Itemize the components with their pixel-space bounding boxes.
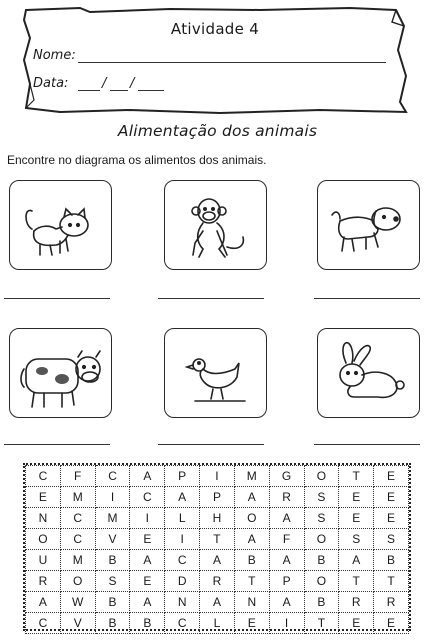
grid-cell[interactable]: T <box>374 571 409 592</box>
grid-cell[interactable]: E <box>374 487 409 508</box>
grid-cell[interactable]: I <box>130 508 165 529</box>
grid-cell[interactable]: A <box>269 550 304 571</box>
grid-cell[interactable]: C <box>130 487 165 508</box>
grid-cell[interactable]: T <box>304 613 339 634</box>
grid-cell[interactable]: N <box>26 508 61 529</box>
grid-cell[interactable]: O <box>304 466 339 487</box>
name-label: Nome: <box>33 48 76 63</box>
grid-cell[interactable]: M <box>60 550 95 571</box>
grid-cell[interactable]: E <box>374 613 409 634</box>
grid-cell[interactable]: A <box>339 550 374 571</box>
grid-cell[interactable]: E <box>339 508 374 529</box>
grid-cell[interactable]: C <box>60 508 95 529</box>
grid-cell[interactable]: F <box>60 466 95 487</box>
grid-cell[interactable]: N <box>234 592 269 613</box>
grid-cell[interactable]: B <box>374 550 409 571</box>
grid-cell[interactable]: F <box>269 529 304 550</box>
cat-icon <box>10 181 110 267</box>
answer-line-chicken[interactable] <box>158 444 264 445</box>
word-search-table <box>25 465 409 634</box>
cow-card <box>9 328 112 418</box>
grid-cell[interactable]: A <box>165 487 200 508</box>
grid-cell[interactable]: R <box>26 571 61 592</box>
grid-row <box>26 592 409 613</box>
answer-line-rabbit[interactable] <box>314 444 420 445</box>
grid-cell[interactable]: A <box>130 592 165 613</box>
grid-cell[interactable]: R <box>374 592 409 613</box>
grid-cell[interactable]: P <box>200 487 235 508</box>
worksheet-title: Alimentação dos animais <box>117 122 318 140</box>
grid-cell[interactable]: S <box>339 529 374 550</box>
grid-cell[interactable]: P <box>269 571 304 592</box>
grid-cell[interactable]: B <box>95 550 130 571</box>
grid-row <box>26 613 409 634</box>
grid-cell[interactable]: H <box>200 508 235 529</box>
header-scroll <box>20 4 410 116</box>
grid-cell[interactable]: C <box>26 613 61 634</box>
grid-cell[interactable]: M <box>95 508 130 529</box>
grid-cell[interactable]: R <box>269 487 304 508</box>
grid-cell[interactable]: I <box>269 613 304 634</box>
chicken-card <box>164 328 267 418</box>
grid-row <box>26 466 409 487</box>
grid-cell[interactable]: C <box>165 550 200 571</box>
grid-cell[interactable]: A <box>234 487 269 508</box>
grid-cell[interactable]: T <box>339 466 374 487</box>
grid-cell[interactable]: C <box>60 529 95 550</box>
grid-row <box>26 571 409 592</box>
grid-cell[interactable]: A <box>234 529 269 550</box>
rabbit-icon <box>318 329 418 415</box>
grid-cell[interactable]: E <box>374 508 409 529</box>
answer-line-monkey[interactable] <box>158 298 264 299</box>
grid-cell[interactable]: E <box>130 529 165 550</box>
cow-icon <box>10 329 110 415</box>
grid-cell[interactable]: T <box>200 529 235 550</box>
grid-cell[interactable]: V <box>60 613 95 634</box>
grid-cell[interactable]: S <box>95 571 130 592</box>
grid-cell[interactable]: N <box>165 592 200 613</box>
chicken-icon <box>165 329 265 415</box>
grid-cell[interactable]: E <box>374 466 409 487</box>
grid-cell[interactable]: O <box>60 571 95 592</box>
grid-cell[interactable]: M <box>60 487 95 508</box>
grid-cell[interactable]: C <box>95 466 130 487</box>
grid-cell[interactable]: A <box>200 592 235 613</box>
grid-cell[interactable]: B <box>234 550 269 571</box>
grid-cell[interactable]: B <box>304 592 339 613</box>
instruction-text: Encontre no diagrama os alimentos dos animais. <box>7 153 267 167</box>
grid-cell[interactable]: V <box>95 529 130 550</box>
grid-cell[interactable]: A <box>269 592 304 613</box>
grid-cell[interactable]: A <box>130 550 165 571</box>
grid-cell[interactable]: C <box>165 613 200 634</box>
grid-cell[interactable]: O <box>304 571 339 592</box>
answer-line-cow[interactable] <box>4 444 110 445</box>
grid-cell[interactable]: E <box>339 613 374 634</box>
grid-cell[interactable]: B <box>130 613 165 634</box>
date-label: Data: <box>33 76 69 91</box>
grid-cell[interactable]: U <box>26 550 61 571</box>
grid-cell[interactable]: L <box>165 508 200 529</box>
grid-cell[interactable]: E <box>339 487 374 508</box>
grid-row <box>26 550 409 571</box>
grid-cell[interactable]: P <box>165 466 200 487</box>
activity-title: Atividade 4 <box>170 20 260 38</box>
grid-cell[interactable]: R <box>200 571 235 592</box>
date-slash-1: / <box>102 76 107 91</box>
grid-cell[interactable]: S <box>304 487 339 508</box>
date-slash-2: / <box>130 76 135 91</box>
grid-cell[interactable]: D <box>165 571 200 592</box>
grid-cell[interactable]: R <box>339 592 374 613</box>
grid-cell[interactable]: T <box>234 571 269 592</box>
grid-cell[interactable]: A <box>130 466 165 487</box>
grid-row <box>26 487 409 508</box>
grid-cell[interactable]: I <box>200 466 235 487</box>
grid-row <box>26 529 409 550</box>
grid-cell[interactable]: S <box>304 508 339 529</box>
dog-card <box>317 180 420 270</box>
grid-cell[interactable]: E <box>130 571 165 592</box>
grid-cell[interactable]: A <box>200 550 235 571</box>
grid-cell[interactable]: W <box>60 592 95 613</box>
dog-icon <box>318 181 418 267</box>
rabbit-card <box>317 328 420 418</box>
grid-row <box>26 508 409 529</box>
grid-cell[interactable]: C <box>26 466 61 487</box>
grid-cell[interactable]: E <box>26 487 61 508</box>
grid-cell[interactable]: L <box>200 613 235 634</box>
grid-cell[interactable]: E <box>234 613 269 634</box>
grid-cell[interactable]: G <box>269 466 304 487</box>
grid-cell[interactable]: I <box>95 487 130 508</box>
grid-cell[interactable]: B <box>95 592 130 613</box>
name-field[interactable] <box>78 62 386 63</box>
cat-card <box>9 180 112 270</box>
grid-cell[interactable]: I <box>165 529 200 550</box>
grid-cell[interactable]: S <box>374 529 409 550</box>
date-month-field[interactable] <box>110 90 128 91</box>
monkey-icon <box>165 181 265 267</box>
answer-line-cat[interactable] <box>4 298 110 299</box>
grid-cell[interactable]: T <box>339 571 374 592</box>
grid-cell[interactable]: O <box>26 529 61 550</box>
grid-cell[interactable]: M <box>234 466 269 487</box>
grid-cell[interactable]: B <box>304 550 339 571</box>
answer-line-dog[interactable] <box>314 298 420 299</box>
grid-cell[interactable]: O <box>304 529 339 550</box>
grid-cell[interactable]: O <box>234 508 269 529</box>
grid-cell[interactable]: A <box>269 508 304 529</box>
grid-cell[interactable]: A <box>26 592 61 613</box>
date-day-field[interactable] <box>78 90 100 91</box>
date-year-field[interactable] <box>138 90 164 91</box>
monkey-card <box>164 180 267 270</box>
grid-cell[interactable]: B <box>95 613 130 634</box>
word-search-grid <box>23 463 411 631</box>
